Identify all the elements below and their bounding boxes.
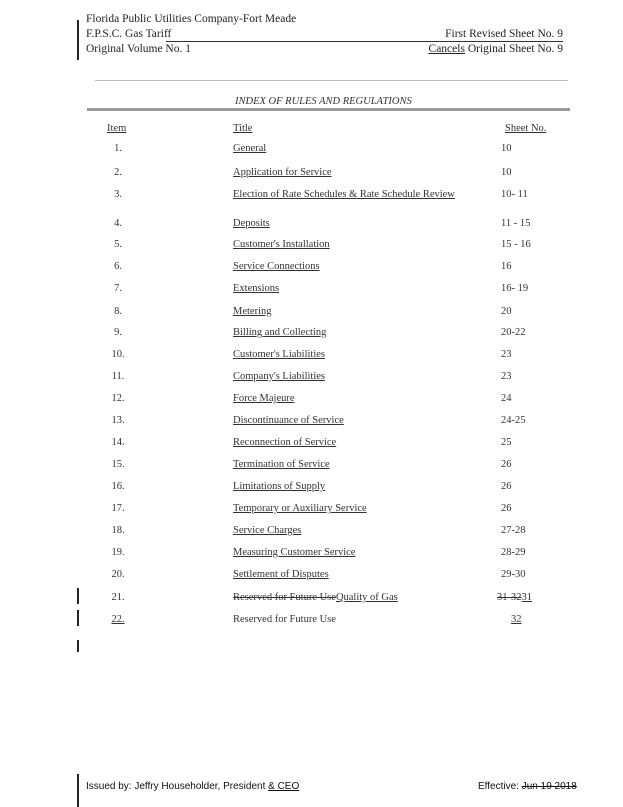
row-item: 3.	[114, 189, 122, 200]
row-item: 15.	[111, 459, 125, 470]
revised-sheet-label: First Revised Sheet No. 9	[445, 28, 563, 40]
column-title: Title	[233, 123, 253, 134]
index-row-21	[0, 592, 623, 608]
cancels-rest: Original Sheet No. 9	[467, 43, 563, 55]
row-item: 2.	[114, 167, 122, 178]
index-row	[0, 167, 623, 183]
row-sheet: 16	[501, 261, 512, 272]
row-item: 1.	[114, 143, 122, 154]
row-title: Temporary or Auxiliary Service	[233, 503, 367, 514]
row-sheet-21	[497, 592, 532, 603]
row-title-struck: Reserved for Future Use	[233, 592, 336, 603]
header-underline	[166, 41, 563, 42]
row-title: Service Charges	[233, 525, 302, 536]
row-title: Limitations of Supply	[233, 481, 326, 492]
row-item: 10.	[111, 349, 125, 360]
index-row	[0, 569, 623, 585]
row-item: 22.	[111, 614, 125, 625]
row-item: 5.	[114, 239, 122, 250]
row-item: 9.	[114, 327, 122, 338]
row-sheet: 24	[501, 393, 512, 404]
row-item: 12.	[111, 393, 125, 404]
index-title: INDEX OF RULES AND REGULATIONS	[235, 96, 412, 107]
row-sheet: 20	[501, 306, 512, 317]
effective-label: Effective:	[478, 781, 522, 792]
row-item: 14.	[111, 437, 125, 448]
row-sheet: 26	[501, 503, 512, 514]
row-sheet: 28-29	[501, 547, 526, 558]
row-item: 8.	[114, 306, 122, 317]
row-title: Settlement of Disputes	[233, 569, 329, 580]
index-row	[0, 371, 623, 387]
cancels-label	[429, 43, 563, 55]
row-sheet: 24-25	[501, 415, 526, 426]
row-title: Reconnection of Service	[233, 437, 337, 448]
row-sheet: 20-22	[501, 327, 526, 338]
row-title: Termination of Service	[233, 459, 330, 470]
row-sheet: 29-30	[501, 569, 526, 580]
index-row	[0, 503, 623, 519]
row-title: Metering	[233, 306, 272, 317]
index-row	[0, 306, 623, 322]
index-row	[0, 283, 623, 299]
column-item: Item	[107, 123, 127, 134]
row-sheet: 10- 11	[501, 189, 528, 200]
tariff-name: F.P.S.C. Gas Tariff	[86, 28, 172, 40]
row-item: 21.	[111, 592, 125, 603]
cancels-word: Cancels	[428, 43, 465, 55]
row-item: 11.	[111, 371, 125, 382]
index-row	[0, 481, 623, 497]
row-item: 17.	[111, 503, 125, 514]
effective-date	[478, 781, 577, 792]
row-item: 20.	[111, 569, 125, 580]
row-item: 19.	[111, 547, 125, 558]
row-item: 6.	[114, 261, 122, 272]
row-sheet: 25	[501, 437, 512, 448]
row-item: 16.	[111, 481, 125, 492]
index-row	[0, 143, 623, 159]
row-sheet-new: 31	[521, 592, 532, 603]
row-sheet: 10	[501, 143, 512, 154]
row-title: Deposits	[233, 218, 270, 229]
index-row	[0, 239, 623, 255]
index-divider	[87, 108, 570, 111]
issued-by-ceo: & CEO	[268, 781, 300, 792]
index-row	[0, 189, 623, 205]
index-row	[0, 393, 623, 409]
row-sheet: 23	[501, 371, 512, 382]
top-divider	[95, 80, 568, 81]
row-title: Billing and Collecting	[233, 327, 327, 338]
row-sheet: 23	[501, 349, 512, 360]
index-row	[0, 547, 623, 563]
row-sheet: 10	[501, 167, 512, 178]
issued-by	[86, 781, 299, 792]
row-title: Reserved for Future Use	[233, 614, 336, 625]
index-row-22	[0, 614, 623, 630]
row-title: Force Majeure	[233, 393, 295, 404]
row-sheet: 26	[501, 459, 512, 470]
row-title: Customer's Installation	[233, 239, 330, 250]
row-title-new: Quality of Gas	[335, 592, 398, 603]
row-sheet: 15 - 16	[501, 239, 531, 250]
index-row	[0, 459, 623, 475]
row-item: 18.	[111, 525, 125, 536]
company-name: Florida Public Utilities Company-Fort Meade	[86, 13, 297, 25]
issued-by-name: Issued by: Jeffry Householder, President	[86, 781, 269, 792]
row-sheet: 11 - 15	[501, 218, 531, 229]
row-item: 13.	[111, 415, 125, 426]
column-sheet: Sheet No.	[505, 123, 547, 134]
index-row	[0, 415, 623, 431]
row-title: Discontinuance of Service	[233, 415, 344, 426]
revision-bar-footer	[77, 774, 79, 807]
row-title: General	[233, 143, 267, 154]
row-sheet: 16- 19	[501, 283, 529, 294]
index-row	[0, 218, 623, 234]
row-item: 4.	[114, 218, 122, 229]
row-title: Application for Service	[233, 167, 332, 178]
row-title: Measuring Customer Service	[233, 547, 356, 558]
row-title: Company's Liabilities	[233, 371, 326, 382]
row-sheet: 32	[511, 614, 522, 625]
effective-date-struck: Jun 19 2018	[521, 781, 577, 792]
row-title: Service Connections	[233, 261, 320, 272]
row-sheet: 27-28	[501, 525, 526, 536]
row-title: Election of Rate Schedules & Rate Schedule Review	[233, 189, 455, 200]
index-row	[0, 349, 623, 365]
revision-bar-blank	[77, 640, 79, 652]
row-title: Extensions	[233, 283, 280, 294]
index-row	[0, 261, 623, 277]
row-title: Customer's Liabilities	[233, 349, 326, 360]
index-row	[0, 437, 623, 453]
row-item: 7.	[114, 283, 122, 294]
index-row	[0, 327, 623, 343]
revision-bar-header	[77, 20, 79, 60]
row-title-21	[233, 592, 398, 603]
row-sheet: 26	[501, 481, 512, 492]
volume-label: Original Volume No. 1	[86, 43, 191, 55]
index-row	[0, 525, 623, 541]
row-sheet-struck: 31-32	[497, 592, 522, 603]
